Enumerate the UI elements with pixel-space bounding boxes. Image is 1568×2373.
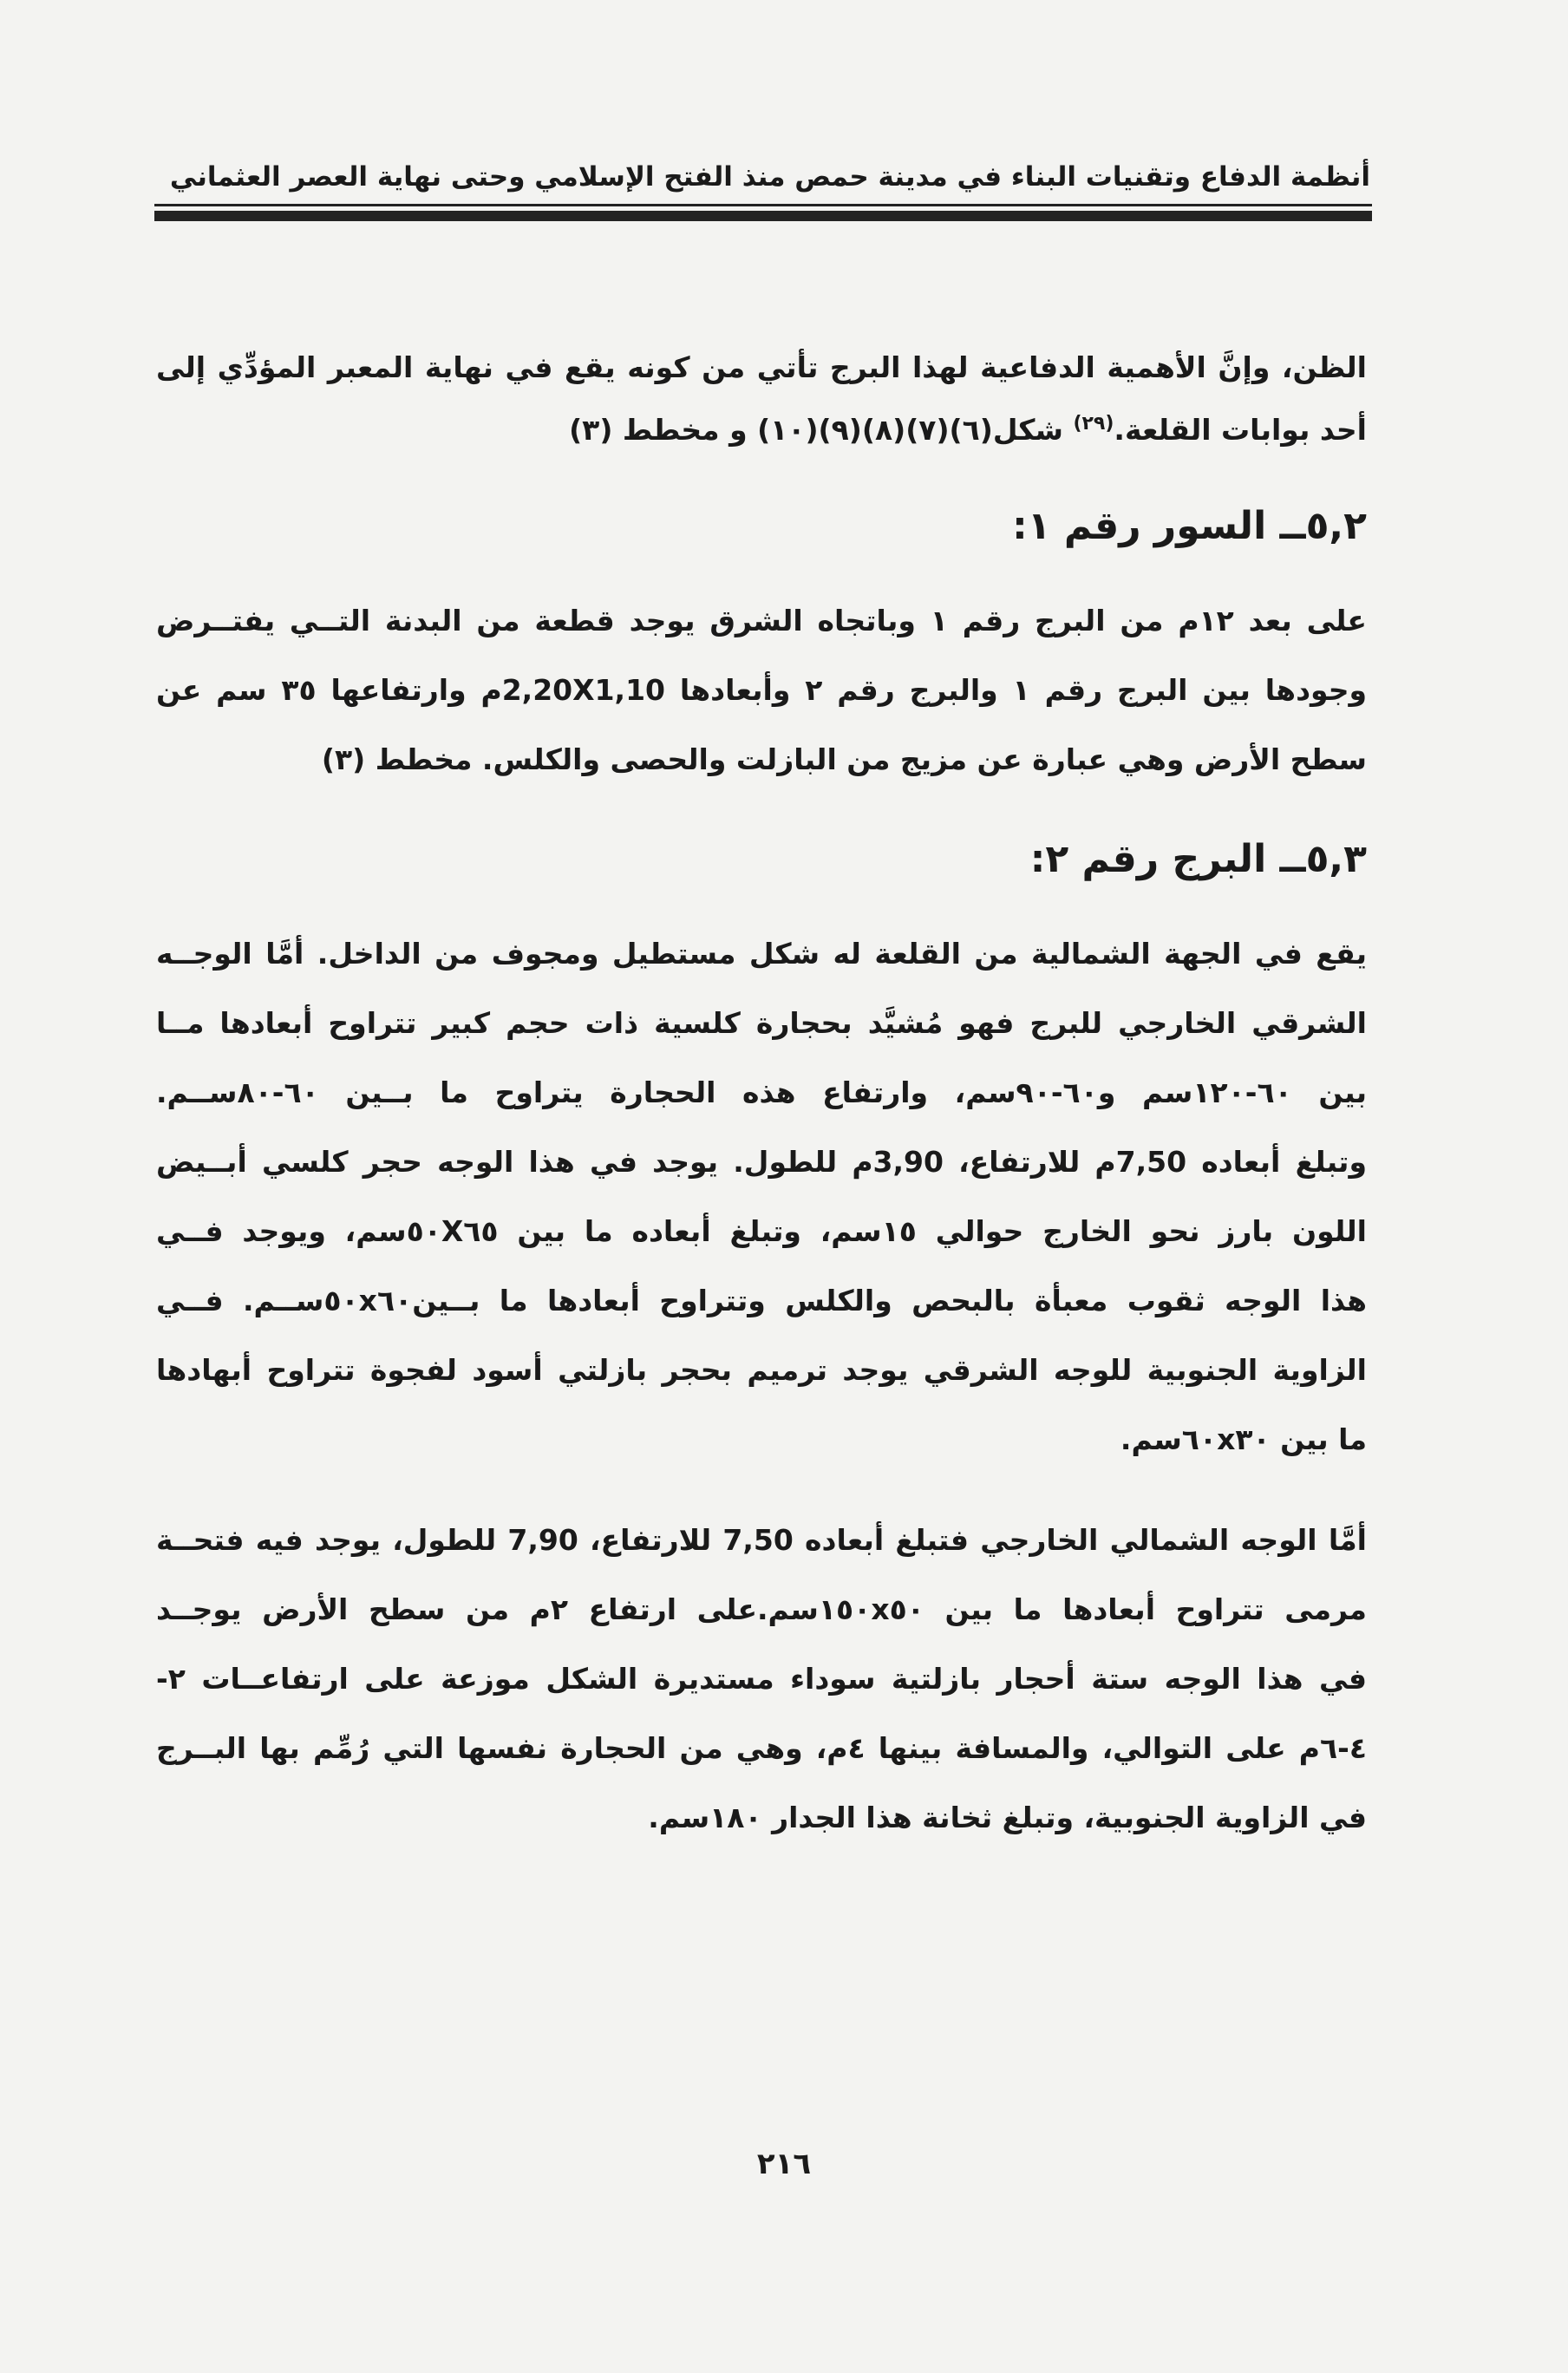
- header-rule-thin: [154, 204, 1372, 206]
- running-header: أنظمة الدفاع وتقنيات البناء في مدينة حمص منذ الفتح الإسلامي وحتى نهاية العصر العثماني: [169, 161, 1370, 193]
- text-line: في هذا الوجه ستة أحجار بازلتية سوداء مستديرة الشكل موزعة على ارتفاعــات ٢-: [156, 1662, 1367, 1696]
- text-line: الشرقي الخارجي للبرج فهو مُشيَّد بحجارة كلسية ذات حجم كبير تتراوح أبعادها مــا: [156, 1006, 1367, 1040]
- text-line: هذا الوجه ثقوب معبأة بالبحص والكلس وتتراوح أبعادها ما بــين٥٠x٦٠ســم. فــي: [156, 1284, 1367, 1317]
- section-heading: ٥,٣ــ البرج رقم ٢:: [1029, 837, 1367, 881]
- text-line: اللون بارز نحو الخارج حوالي ١٥سم، وتبلغ أبعاده ما بين ٥٠X٦٥سم، ويوجد فــي: [156, 1214, 1367, 1248]
- text-line: وجودها بين البرج رقم ١ والبرج رقم ٢ وأبعادها 2,20X1,10م وارتفاعها ٣٥ سم عن: [156, 673, 1367, 707]
- text-line: يقع في الجهة الشمالية من القلعة له شكل مستطيل ومجوف من الداخل. أمَّا الوجــه: [156, 937, 1367, 971]
- text-line: مرمى تتراوح أبعادها ما بين ١٥٠x٥٠سم.على ارتفاع ٢م من سطح الأرض يوجــد: [156, 1592, 1367, 1626]
- footnote-ref[interactable]: (٢٩): [1073, 413, 1114, 435]
- intro-paragraph: [156, 337, 1367, 461]
- text-line: في الزاوية الجنوبية، وتبلغ ثخانة هذا الجدار ١٨٠سم.: [648, 1801, 1367, 1834]
- text-line: [156, 399, 1367, 461]
- text-line: ٤-٦م على التوالي، والمسافة بينها ٤م، وهي من الحجارة نفسها التي رُمِّم بها البــرج: [156, 1731, 1367, 1765]
- text-line: الزاوية الجنوبية للوجه الشرقي يوجد ترميم بحجر بازلتي أسود لفجوة تتراوح أبهادها: [156, 1353, 1367, 1387]
- text-line: ما بين ٦٠x٣٠سم.: [1120, 1422, 1367, 1456]
- section-heading: ٥,٢ــ السور رقم ١:: [1012, 504, 1367, 548]
- text-line: على بعد ١٢م من البرج رقم ١ وباتجاه الشرق يوجد قطعة من البدنة التــي يفتــرض: [156, 604, 1367, 637]
- header-rule-thick: [154, 211, 1372, 221]
- text-line: بين ٦٠-١٢٠سم و٦٠-٩٠سم، وارتفاع هذه الحجارة يتراوح ما بــين ٦٠-٨٠ســم.: [156, 1075, 1367, 1109]
- text-line: سطح الأرض وهي عبارة عن مزيج من البازلت والحصى والكلس. مخطط (٣): [321, 742, 1367, 776]
- text-line: الظن، وإنَّ الأهمية الدفاعية لهذا البرج تأتي من كونه يقع في نهاية المعبر المؤدِّي إلى: [156, 350, 1367, 384]
- page-number: ٢١٦: [756, 2147, 812, 2181]
- page-body: [156, 337, 1367, 1853]
- text-line: أمَّا الوجه الشمالي الخارجي فتبلغ أبعاده 7,50 للارتفاع، 7,90 للطول، يوجد فيه فتحــة: [156, 1523, 1367, 1557]
- text-fragment: أحد بوابات القلعة.: [1114, 413, 1367, 447]
- text-fragment: شكل(٦)(٧)(٨)(٩)(١٠) و مخطط (٣): [569, 413, 1074, 447]
- paragraph-gap: [156, 1474, 1367, 1506]
- text-line: وتبلغ أبعاده 7,50م للارتفاع، 3,90م للطول. يوجد في هذا الوجه حجر كلسي أبــيض: [156, 1145, 1367, 1179]
